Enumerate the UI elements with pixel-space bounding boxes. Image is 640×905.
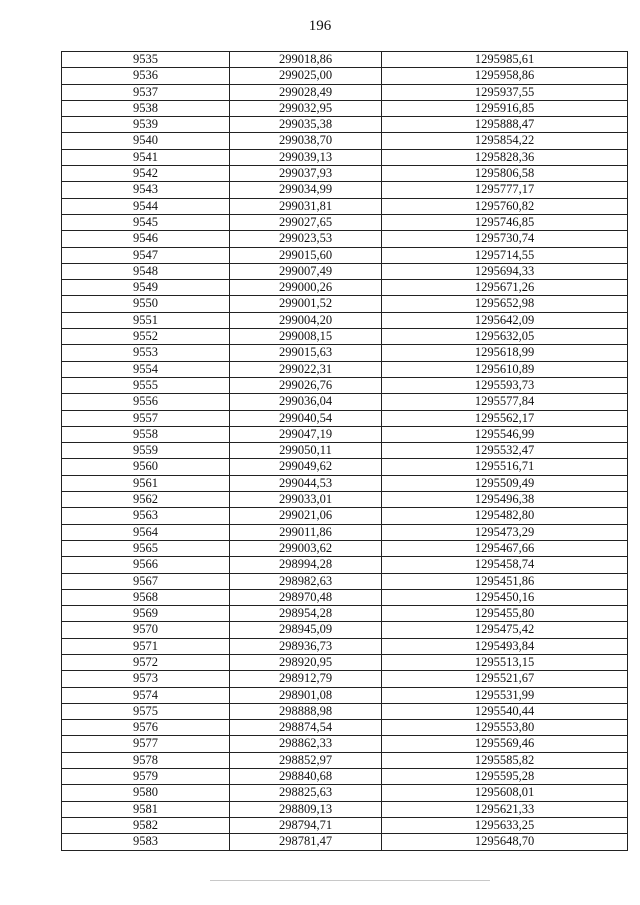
table-row [62,801,628,817]
x-coordinate-cell: 299049,62 [230,459,382,475]
point-number-cell: 9583 [62,834,230,850]
table-row [62,166,628,182]
y-coordinate-cell: 1295569,46 [382,736,628,752]
point-number-cell: 9535 [62,52,230,68]
y-coordinate-cell: 1295521,67 [382,671,628,687]
x-coordinate-cell: 299015,63 [230,345,382,361]
y-coordinate-cell: 1295546,99 [382,426,628,442]
point-number-cell: 9549 [62,280,230,296]
y-coordinate-cell: 1295746,85 [382,214,628,230]
x-coordinate-cell: 299025,00 [230,68,382,84]
table-row [62,834,628,850]
y-coordinate-cell: 1295516,71 [382,459,628,475]
point-number-cell: 9536 [62,68,230,84]
point-number-cell: 9568 [62,589,230,605]
table-row [62,540,628,556]
point-number-cell: 9569 [62,606,230,622]
x-coordinate-cell: 299015,60 [230,247,382,263]
table-row [62,703,628,719]
y-coordinate-cell: 1295451,86 [382,573,628,589]
point-number-cell: 9538 [62,100,230,116]
table-row [62,361,628,377]
point-number-cell: 9550 [62,296,230,312]
y-coordinate-cell: 1295730,74 [382,231,628,247]
point-number-cell: 9542 [62,166,230,182]
x-coordinate-cell: 298945,09 [230,622,382,638]
table-row [62,84,628,100]
y-coordinate-cell: 1295642,09 [382,312,628,328]
y-coordinate-cell: 1295694,33 [382,263,628,279]
y-coordinate-cell: 1295760,82 [382,198,628,214]
table-row [62,100,628,116]
y-coordinate-cell: 1295493,84 [382,638,628,654]
point-number-cell: 9579 [62,769,230,785]
y-coordinate-cell: 1295509,49 [382,475,628,491]
y-coordinate-cell: 1295958,86 [382,68,628,84]
table-row [62,377,628,393]
x-coordinate-cell: 299047,19 [230,426,382,442]
x-coordinate-cell: 299022,31 [230,361,382,377]
x-coordinate-cell: 299044,53 [230,475,382,491]
coordinates-table-body [62,52,628,851]
table-row [62,280,628,296]
x-coordinate-cell: 298982,63 [230,573,382,589]
table-row [62,785,628,801]
point-number-cell: 9560 [62,459,230,475]
y-coordinate-cell: 1295648,70 [382,834,628,850]
table-row [62,68,628,84]
table-row [62,475,628,491]
x-coordinate-cell: 299003,62 [230,540,382,556]
point-number-cell: 9551 [62,312,230,328]
bottom-divider [210,880,490,881]
table-row [62,231,628,247]
point-number-cell: 9555 [62,377,230,393]
x-coordinate-cell: 299028,49 [230,84,382,100]
x-coordinate-cell: 299032,95 [230,100,382,116]
y-coordinate-cell: 1295455,80 [382,606,628,622]
x-coordinate-cell: 298862,33 [230,736,382,752]
x-coordinate-cell: 299038,70 [230,133,382,149]
x-coordinate-cell: 299000,26 [230,280,382,296]
point-number-cell: 9564 [62,524,230,540]
point-number-cell: 9546 [62,231,230,247]
y-coordinate-cell: 1295671,26 [382,280,628,296]
y-coordinate-cell: 1295496,38 [382,492,628,508]
table-row [62,459,628,475]
table-row [62,687,628,703]
table-row [62,524,628,540]
y-coordinate-cell: 1295937,55 [382,84,628,100]
table-row [62,443,628,459]
table-row [62,622,628,638]
x-coordinate-cell: 299001,52 [230,296,382,312]
x-coordinate-cell: 298840,68 [230,769,382,785]
point-number-cell: 9575 [62,703,230,719]
y-coordinate-cell: 1295828,36 [382,149,628,165]
x-coordinate-cell: 298852,97 [230,752,382,768]
table-row [62,117,628,133]
point-number-cell: 9578 [62,752,230,768]
point-number-cell: 9580 [62,785,230,801]
x-coordinate-cell: 299027,65 [230,214,382,230]
table-row [62,769,628,785]
table-row [62,296,628,312]
x-coordinate-cell: 299004,20 [230,312,382,328]
point-number-cell: 9547 [62,247,230,263]
y-coordinate-cell: 1295577,84 [382,394,628,410]
x-coordinate-cell: 299008,15 [230,329,382,345]
y-coordinate-cell: 1295608,01 [382,785,628,801]
point-number-cell: 9573 [62,671,230,687]
x-coordinate-cell: 298970,48 [230,589,382,605]
y-coordinate-cell: 1295585,82 [382,752,628,768]
y-coordinate-cell: 1295553,80 [382,720,628,736]
y-coordinate-cell: 1295854,22 [382,133,628,149]
x-coordinate-cell: 298936,73 [230,638,382,654]
x-coordinate-cell: 298994,28 [230,557,382,573]
point-number-cell: 9572 [62,654,230,670]
point-number-cell: 9576 [62,720,230,736]
point-number-cell: 9567 [62,573,230,589]
x-coordinate-cell: 298794,71 [230,817,382,833]
x-coordinate-cell: 298901,08 [230,687,382,703]
y-coordinate-cell: 1295562,17 [382,410,628,426]
table-row [62,817,628,833]
y-coordinate-cell: 1295593,73 [382,377,628,393]
x-coordinate-cell: 299035,38 [230,117,382,133]
table-row [62,589,628,605]
y-coordinate-cell: 1295621,33 [382,801,628,817]
point-number-cell: 9553 [62,345,230,361]
table-row [62,638,628,654]
x-coordinate-cell: 298954,28 [230,606,382,622]
y-coordinate-cell: 1295633,25 [382,817,628,833]
table-row [62,492,628,508]
y-coordinate-cell: 1295985,61 [382,52,628,68]
y-coordinate-cell: 1295467,66 [382,540,628,556]
table-row [62,214,628,230]
table-row [62,573,628,589]
x-coordinate-cell: 298874,54 [230,720,382,736]
point-number-cell: 9543 [62,182,230,198]
y-coordinate-cell: 1295610,89 [382,361,628,377]
x-coordinate-cell: 299050,11 [230,443,382,459]
point-number-cell: 9548 [62,263,230,279]
x-coordinate-cell: 299021,06 [230,508,382,524]
x-coordinate-cell: 299040,54 [230,410,382,426]
y-coordinate-cell: 1295473,29 [382,524,628,540]
point-number-cell: 9558 [62,426,230,442]
table-row [62,329,628,345]
point-number-cell: 9557 [62,410,230,426]
point-number-cell: 9554 [62,361,230,377]
point-number-cell: 9570 [62,622,230,638]
point-number-cell: 9537 [62,84,230,100]
point-number-cell: 9582 [62,817,230,833]
y-coordinate-cell: 1295632,05 [382,329,628,345]
table-row [62,426,628,442]
y-coordinate-cell: 1295450,16 [382,589,628,605]
point-number-cell: 9552 [62,329,230,345]
point-number-cell: 9541 [62,149,230,165]
table-row [62,752,628,768]
y-coordinate-cell: 1295458,74 [382,557,628,573]
table-row [62,410,628,426]
y-coordinate-cell: 1295806,58 [382,166,628,182]
y-coordinate-cell: 1295532,47 [382,443,628,459]
x-coordinate-cell: 298825,63 [230,785,382,801]
point-number-cell: 9571 [62,638,230,654]
point-number-cell: 9540 [62,133,230,149]
table-row [62,345,628,361]
point-number-cell: 9563 [62,508,230,524]
x-coordinate-cell: 299011,86 [230,524,382,540]
x-coordinate-cell: 299026,76 [230,377,382,393]
y-coordinate-cell: 1295714,55 [382,247,628,263]
x-coordinate-cell: 298809,13 [230,801,382,817]
y-coordinate-cell: 1295531,99 [382,687,628,703]
y-coordinate-cell: 1295475,42 [382,622,628,638]
x-coordinate-cell: 299031,81 [230,198,382,214]
x-coordinate-cell: 299023,53 [230,231,382,247]
table-row [62,671,628,687]
y-coordinate-cell: 1295540,44 [382,703,628,719]
table-row [62,133,628,149]
x-coordinate-cell: 298888,98 [230,703,382,719]
point-number-cell: 9574 [62,687,230,703]
table-row [62,149,628,165]
x-coordinate-cell: 299033,01 [230,492,382,508]
table-row [62,508,628,524]
y-coordinate-cell: 1295916,85 [382,100,628,116]
table-row [62,198,628,214]
x-coordinate-cell: 299007,49 [230,263,382,279]
point-number-cell: 9559 [62,443,230,459]
point-number-cell: 9577 [62,736,230,752]
point-number-cell: 9566 [62,557,230,573]
point-number-cell: 9545 [62,214,230,230]
y-coordinate-cell: 1295595,28 [382,769,628,785]
y-coordinate-cell: 1295513,15 [382,654,628,670]
point-number-cell: 9544 [62,198,230,214]
point-number-cell: 9581 [62,801,230,817]
table-row [62,394,628,410]
y-coordinate-cell: 1295652,98 [382,296,628,312]
point-number-cell: 9561 [62,475,230,491]
table-row [62,182,628,198]
y-coordinate-cell: 1295618,99 [382,345,628,361]
table-row [62,312,628,328]
page-number: 196 [308,18,332,34]
x-coordinate-cell: 299039,13 [230,149,382,165]
table-row [62,52,628,68]
x-coordinate-cell: 299036,04 [230,394,382,410]
x-coordinate-cell: 299034,99 [230,182,382,198]
table-row [62,247,628,263]
x-coordinate-cell: 298781,47 [230,834,382,850]
x-coordinate-cell: 298912,79 [230,671,382,687]
x-coordinate-cell: 299037,93 [230,166,382,182]
table-row [62,736,628,752]
point-number-cell: 9565 [62,540,230,556]
table-row [62,606,628,622]
y-coordinate-cell: 1295482,80 [382,508,628,524]
coordinates-table [61,51,628,851]
point-number-cell: 9556 [62,394,230,410]
y-coordinate-cell: 1295888,47 [382,117,628,133]
point-number-cell: 9562 [62,492,230,508]
point-number-cell: 9539 [62,117,230,133]
table-row [62,654,628,670]
x-coordinate-cell: 299018,86 [230,52,382,68]
table-row [62,557,628,573]
y-coordinate-cell: 1295777,17 [382,182,628,198]
table-row [62,263,628,279]
x-coordinate-cell: 298920,95 [230,654,382,670]
table-row [62,720,628,736]
